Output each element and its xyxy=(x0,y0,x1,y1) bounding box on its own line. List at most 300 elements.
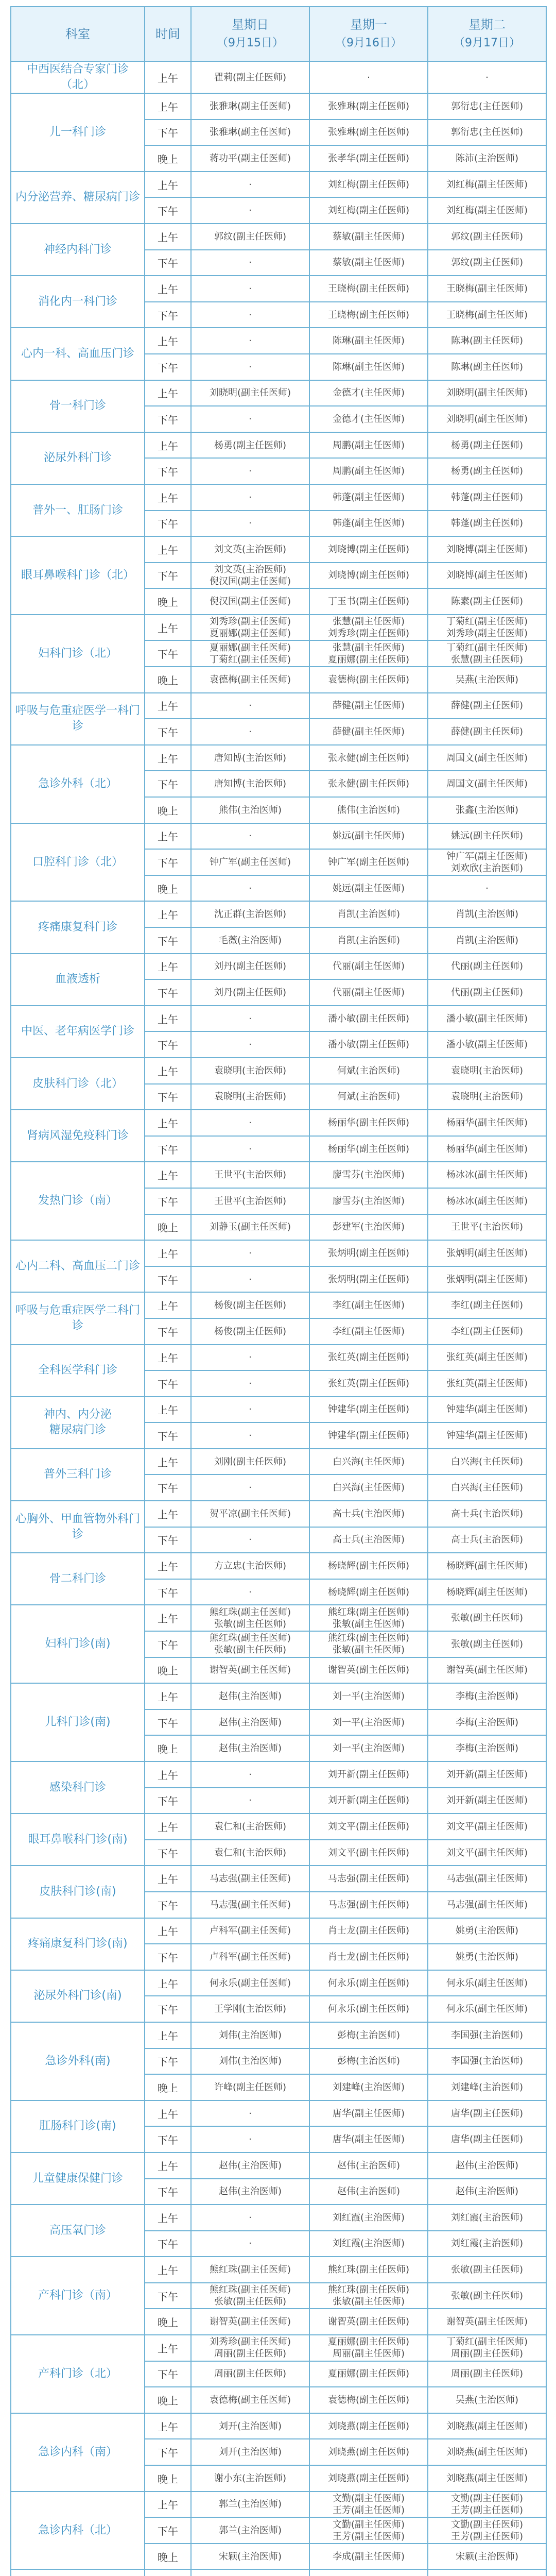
department-cell: 急诊外科（北） xyxy=(11,745,145,823)
doctor-cell: 卢科军(副主任医师) xyxy=(191,1944,309,1970)
doctor-cell: 张红英(副主任医师) xyxy=(309,1370,428,1397)
time-slot-cell xyxy=(145,2569,191,2576)
doctor-cell: 廖雪芬(主治医师) xyxy=(309,1162,428,1188)
department-cell: 呼吸与危重症医学一科门诊 xyxy=(11,693,145,745)
doctor-cell: 张敏(副主任医师) xyxy=(428,1631,546,1657)
doctor-cell: 唐华(副主任医师) xyxy=(309,2100,428,2127)
doctor-cell: 文勤(副主任医师) 王芳(副主任医师) xyxy=(309,2492,428,2518)
doctor-cell: 赵伟(主治医师) xyxy=(309,2179,428,2205)
doctor-cell: 蒋功平(副主任医师) xyxy=(191,145,309,172)
doctor-cell: · xyxy=(191,1397,309,1423)
doctor-cell: 吴燕(主治医师) xyxy=(428,2387,546,2413)
time-slot-cell: 上午 xyxy=(145,745,191,771)
time-slot-cell: 上午 xyxy=(145,954,191,980)
time-slot-cell: 上午 xyxy=(145,536,191,563)
doctor-cell: 刘伟(主治医师) xyxy=(191,2048,309,2075)
doctor-cell: 肖凯(主治医师) xyxy=(309,927,428,954)
doctor-cell: 宋颖(主治医师) xyxy=(191,2544,309,2570)
doctor-cell: 丁玉书(副主任医师) xyxy=(309,588,428,615)
doctor-cell: · xyxy=(191,276,309,302)
time-slot-cell: 上午 xyxy=(145,224,191,250)
doctor-cell: 沈正群(主治医师) xyxy=(191,901,309,927)
doctor-cell: 张永健(副主任医师) xyxy=(309,745,428,771)
department-cell: 儿童健康保健门诊 xyxy=(11,2153,145,2205)
doctor-cell: 熊红珠(副主任医师) 张敏(副主任医师) xyxy=(191,1631,309,1657)
doctor-cell: · xyxy=(191,1345,309,1371)
doctor-cell: 李梅(主治医师) xyxy=(428,1709,546,1736)
doctor-cell: 王晓梅(副主任医师) xyxy=(309,276,428,302)
doctor-cell: 金德才(主任医师) xyxy=(309,380,428,406)
doctor-cell: 刘伟(主治医师) xyxy=(191,2022,309,2048)
time-slot-cell: 晚上 xyxy=(145,2074,191,2100)
doctor-cell: 刘开新(副主任医师) xyxy=(428,1761,546,1788)
department-cell: 普外三科门诊 xyxy=(11,1449,145,1501)
doctor-cell: 刘秀珍(副主任医师) 夏丽娜(副主任医师) xyxy=(191,615,309,641)
doctor-cell: 刘晓燕(副主任医师) xyxy=(309,2439,428,2465)
doctor-cell: 韩蓬(副主任医师) xyxy=(428,511,546,537)
doctor-cell: 刘一平(主治医师) xyxy=(309,1735,428,1761)
doctor-cell: 王世平(主治医师) xyxy=(191,1162,309,1188)
time-slot-cell: 上午 xyxy=(145,1866,191,1892)
doctor-cell: 文勤(副主任医师) 王芳(副主任医师) xyxy=(309,2517,428,2544)
doctor-cell: 丁菊红(副主任医师) 张慧(副主任医师) xyxy=(428,640,546,667)
doctor-cell: 薛健(副主任医师) xyxy=(309,719,428,745)
doctor-cell: 李红(副主任医师) xyxy=(309,1292,428,1318)
doctor-cell: 刘晓燕(副主任医师) xyxy=(309,2413,428,2439)
doctor-cell: 刘文平(副主任医师) xyxy=(428,1814,546,1840)
doctor-cell: 李红(副主任医师) xyxy=(428,1318,546,1345)
time-slot-cell: 上午 xyxy=(145,93,191,120)
doctor-cell: 陈琳(副主任医师) xyxy=(309,354,428,380)
doctor-cell: 袁仁和(主治医师) xyxy=(191,1814,309,1840)
doctor-cell: · xyxy=(191,1475,309,1501)
doctor-cell: 夏丽娜(副主任医师) xyxy=(309,2361,428,2387)
table-row xyxy=(11,2335,546,2361)
department-cell: 中西医结合专家门诊 （北） xyxy=(11,61,145,93)
time-slot-cell: 上午 xyxy=(145,328,191,354)
doctor-cell: 贺平凉(副主任医师) xyxy=(191,1501,309,1527)
doctor-cell: 白兴海(主任医师) xyxy=(309,1449,428,1475)
doctor-cell: 谢小东(主治医师) xyxy=(191,2465,309,2492)
table-row xyxy=(11,536,546,563)
doctor-cell: 熊伟(主治医师) xyxy=(309,797,428,823)
table-row xyxy=(11,1110,546,1136)
doctor-cell: 杨晓辉(副主任医师) xyxy=(428,1579,546,1605)
doctor-cell: · xyxy=(191,2231,309,2257)
time-slot-cell: 下午 xyxy=(145,1527,191,1553)
doctor-cell: 杨丽华(副主任医师) xyxy=(309,1110,428,1136)
doctor-cell: 李国强(主治医师) xyxy=(428,2048,546,2075)
time-slot-cell: 上午 xyxy=(145,2492,191,2518)
time-slot-cell: 下午 xyxy=(145,849,191,875)
doctor-cell: 姚勇(主治医师) xyxy=(428,1944,546,1970)
time-slot-cell: 上午 xyxy=(145,276,191,302)
doctor-cell: 张敏(副主任医师) xyxy=(428,1605,546,1631)
doctor-cell: 周国文(副主任医师) xyxy=(428,771,546,797)
doctor-cell: 张红英(副主任医师) xyxy=(428,1345,546,1371)
time-slot-cell: 下午 xyxy=(145,927,191,954)
table-row xyxy=(11,1240,546,1266)
doctor-cell: 周鹏(副主任医师) xyxy=(309,432,428,459)
department-cell: 消化内一科门诊 xyxy=(11,276,145,328)
doctor-cell: 马志强(副主任医师) xyxy=(428,1892,546,1918)
doctor-cell: 潘小敏(副主任医师) xyxy=(428,1006,546,1032)
doctor-cell: 刘丹(副主任医师) xyxy=(191,979,309,1006)
doctor-cell: 袁晓明(主治医师) xyxy=(428,1084,546,1110)
doctor-cell: 马志强(副主任医师) xyxy=(428,1866,546,1892)
table-row xyxy=(11,1814,546,1840)
header-time: 时间 xyxy=(145,7,191,61)
doctor-cell: · xyxy=(191,250,309,276)
doctor-cell: · xyxy=(191,484,309,511)
time-slot-cell: 下午 xyxy=(145,511,191,537)
table-row xyxy=(11,172,546,198)
header-day-monday xyxy=(309,7,428,61)
time-slot-cell: 上午 xyxy=(145,1918,191,1944)
doctor-cell: 赵伟(主治医师) xyxy=(428,2179,546,2205)
doctor-cell: 文勤(副主任医师) 王芳(副主任医师) xyxy=(428,2492,546,2518)
table-row xyxy=(11,823,546,850)
doctor-cell: 刘建峰(主治医师) xyxy=(428,2074,546,2100)
table-row xyxy=(11,2569,546,2576)
time-slot-cell: 下午 xyxy=(145,458,191,484)
time-slot-cell: 下午 xyxy=(145,1084,191,1110)
doctor-cell: 赵伟(主治医师) xyxy=(309,2153,428,2179)
time-slot-cell: 下午 xyxy=(145,1996,191,2022)
doctor-cell: 刘晓燕(副主任医师) xyxy=(428,2413,546,2439)
doctor-cell: 刘开(主治医师) xyxy=(191,2439,309,2465)
doctor-cell: 刘开新(副主任医师) xyxy=(428,1788,546,1814)
doctor-cell: 杨丽华(副主任医师) xyxy=(428,1110,546,1136)
doctor-cell: · xyxy=(191,1240,309,1266)
doctor-cell: 杨丽华(副主任医师) xyxy=(309,1136,428,1162)
doctor-cell: 刘文英(主治医师) xyxy=(191,536,309,563)
time-slot-cell: 下午 xyxy=(145,1266,191,1293)
doctor-cell: 刘建峰(主治医师) xyxy=(309,2074,428,2100)
department-cell: 疼痛康复科门诊 xyxy=(11,901,145,953)
table-row xyxy=(11,2257,546,2283)
doctor-cell: 袁晓明(主治医师) xyxy=(191,1058,309,1084)
doctor-cell: · xyxy=(191,302,309,328)
doctor-cell: · xyxy=(191,1422,309,1449)
department-cell: 泌尿外科门诊(南) xyxy=(11,1970,145,2022)
doctor-cell: · xyxy=(191,1579,309,1605)
department-cell: 神内、内分泌 糖尿病门诊 xyxy=(11,1397,145,1449)
doctor-cell: 刘晓燕(副主任医师) xyxy=(309,2465,428,2492)
doctor-cell: 张雅琳(副主任医师) xyxy=(191,120,309,146)
doctor-cell: 刘文平(副主任医师) xyxy=(428,1840,546,1866)
table-row xyxy=(11,1501,546,1527)
doctor-cell: 刘丹(副主任医师) xyxy=(191,954,309,980)
time-slot-cell: 上午 xyxy=(145,1761,191,1788)
doctor-cell: 郭兰(主治医师) xyxy=(191,2517,309,2544)
doctor-cell: 瞿莉(副主任医师) xyxy=(191,61,309,93)
doctor-cell: 钟建华(副主任医师) xyxy=(428,1397,546,1423)
department-cell: 心内一科、高血压门诊 xyxy=(11,328,145,380)
doctor-cell: 金德才(主任医师) xyxy=(309,406,428,432)
doctor-cell: 高士兵(主治医师) xyxy=(309,1527,428,1553)
doctor-cell: 熊红珠(副主任医师) 张敏(副主任医师) xyxy=(309,2283,428,2309)
time-slot-cell: 下午 xyxy=(145,2283,191,2309)
doctor-cell: 韩蓬(副主任医师) xyxy=(309,484,428,511)
department-cell: 口腔科门诊（北） xyxy=(11,823,145,902)
table-row xyxy=(11,1918,546,1944)
doctor-cell: · xyxy=(191,823,309,850)
doctor-cell: 张敏(副主任医师) xyxy=(428,2257,546,2283)
doctor-cell: 张雅琳(副主任医师) xyxy=(191,93,309,120)
doctor-cell: 熊伟(主治医师) xyxy=(191,797,309,823)
department-cell: 产科门诊（北） xyxy=(11,2335,145,2413)
time-slot-cell: 下午 xyxy=(145,1370,191,1397)
header-row xyxy=(11,7,546,61)
doctor-cell: 彭建军(主治医师) xyxy=(309,1214,428,1241)
department-cell: 皮肤科门诊（北） xyxy=(11,1058,145,1110)
department-cell: 妇科门诊（北） xyxy=(11,615,145,693)
doctor-cell: 刘晓明(副主任医师) xyxy=(428,380,546,406)
doctor-cell: · xyxy=(191,1266,309,1293)
doctor-cell: 张炳明(副主任医师) xyxy=(428,1240,546,1266)
doctor-cell: 刘红霞(主治医师) xyxy=(428,2205,546,2231)
day-date: （9月16日） xyxy=(335,37,402,49)
time-slot-cell: 下午 xyxy=(145,120,191,146)
time-slot-cell: 下午 xyxy=(145,1788,191,1814)
doctor-cell: 熊红珠(副主任医师) xyxy=(309,2257,428,2283)
doctor-cell: · xyxy=(191,875,309,902)
table-row xyxy=(11,328,546,354)
time-slot-cell: 上午 xyxy=(145,1683,191,1709)
doctor-cell: · xyxy=(191,328,309,354)
department-cell: 血液透析 xyxy=(11,954,145,1006)
time-slot-cell: 下午 xyxy=(145,197,191,224)
doctor-cell: · xyxy=(191,2205,309,2231)
doctor-cell: 刘红梅(副主任医师) xyxy=(428,197,546,224)
table-row xyxy=(11,276,546,302)
doctor-cell: 夏丽娜(副主任医师) 周丽(副主任医师) xyxy=(309,2335,428,2361)
time-slot-cell: 上午 xyxy=(145,432,191,459)
table-row xyxy=(11,1006,546,1032)
doctor-cell: · xyxy=(428,875,546,902)
day-label: 星期二 xyxy=(468,18,506,32)
doctor-cell: 肖凯(主治医师) xyxy=(428,927,546,954)
department-cell: 急诊外科(南) xyxy=(11,2022,145,2100)
time-slot-cell: 下午 xyxy=(145,1709,191,1736)
doctor-cell: 唐华(副主任医师) xyxy=(428,2100,546,2127)
doctor-cell: 刘文平(副主任医师) xyxy=(309,1840,428,1866)
doctor-cell: 张慧(副主任医师) 刘秀珍(副主任医师) xyxy=(309,615,428,641)
doctor-cell: 马志强(副主任医师) xyxy=(309,1866,428,1892)
department-cell: 皮肤科门诊(南) xyxy=(11,1866,145,1918)
doctor-cell: 薛健(副主任医师) xyxy=(428,719,546,745)
department-cell: 疼痛康复科门诊(南) xyxy=(11,1918,145,1970)
department-cell: 中医、老年病医学门诊 xyxy=(11,1006,145,1058)
doctor-cell: 蔡敏(副主任医师) xyxy=(309,250,428,276)
department-cell: 儿一科门诊 xyxy=(11,93,145,172)
doctor-cell: 高士兵(主治医师) xyxy=(428,1527,546,1553)
department-cell: 眼耳鼻喉科门诊(南) xyxy=(11,1814,145,1866)
doctor-cell: 陈素(副主任医师) xyxy=(428,588,546,615)
doctor-cell: 赵伟(主治医师) xyxy=(191,2179,309,2205)
department-cell: 泌尿外科门诊 xyxy=(11,432,145,484)
doctor-cell: 彭梅(主治医师) xyxy=(309,2048,428,2075)
time-slot-cell: 晚上 xyxy=(145,797,191,823)
doctor-cell: 马志强(副主任医师) xyxy=(309,1892,428,1918)
time-slot-cell: 上午 xyxy=(145,2153,191,2179)
doctor-cell: 李红(副主任医师) xyxy=(309,1318,428,1345)
doctor-cell: 刘文英(主治医师) 倪汉国(副主任医师) xyxy=(191,563,309,589)
time-slot-cell: 上午 xyxy=(145,1292,191,1318)
table-row xyxy=(11,2205,546,2231)
time-slot-cell: 下午 xyxy=(145,250,191,276)
table-row xyxy=(11,2413,546,2439)
table-row xyxy=(11,380,546,406)
doctor-cell: 刘晓明(副主任医师) xyxy=(428,406,546,432)
doctor-cell: 郭纹(副主任医师) xyxy=(428,250,546,276)
time-slot-cell: 晚上 xyxy=(145,2387,191,2413)
doctor-cell: · xyxy=(191,693,309,719)
doctor-cell: 刘晓博(副主任医师) xyxy=(309,563,428,589)
doctor-cell: 倪汉国(副主任医师) xyxy=(191,588,309,615)
time-slot-cell: 晚上 xyxy=(145,1657,191,1684)
doctor-cell: 毛薇(主治医师) xyxy=(191,927,309,954)
doctor-cell: 代丽(副主任医师) xyxy=(309,954,428,980)
time-slot-cell: 上午 xyxy=(145,1449,191,1475)
time-slot-cell: 上午 xyxy=(145,2257,191,2283)
doctor-cell: 李成(副主任医师) xyxy=(309,2544,428,2570)
doctor-cell: 谢智英(副主任医师) xyxy=(428,2309,546,2335)
doctor-cell: 薛健(副主任医师) xyxy=(428,693,546,719)
doctor-cell: 方立忠(主治医师) xyxy=(191,1553,309,1579)
table-row xyxy=(11,1449,546,1475)
time-slot-cell: 下午 xyxy=(145,1188,191,1214)
doctor-cell: 彭梅(主治医师) xyxy=(309,2022,428,2048)
department-cell: 眼耳鼻喉科门诊（北） xyxy=(11,536,145,615)
doctor-cell xyxy=(428,2569,546,2576)
doctor-cell: 张炳明(副主任医师) xyxy=(309,1266,428,1293)
table-row xyxy=(11,2153,546,2179)
table-row xyxy=(11,954,546,980)
time-slot-cell: 晚上 xyxy=(145,145,191,172)
time-slot-cell: 下午 xyxy=(145,1892,191,1918)
time-slot-cell: 上午 xyxy=(145,1970,191,1996)
doctor-cell: 李国强(主治医师) xyxy=(428,2022,546,2048)
time-slot-cell: 上午 xyxy=(145,1240,191,1266)
doctor-cell: 袁晓明(主治医师) xyxy=(191,1084,309,1110)
doctor-cell: 杨晓辉(副主任医师) xyxy=(428,1553,546,1579)
time-slot-cell: 下午 xyxy=(145,1031,191,1058)
department-cell: 骨二科门诊 xyxy=(11,1553,145,1605)
time-slot-cell: 上午 xyxy=(145,1814,191,1840)
doctor-cell: 赵伟(主治医师) xyxy=(191,1683,309,1709)
doctor-cell: 王晓梅(副主任医师) xyxy=(428,302,546,328)
doctor-cell: 杨勇(副主任医师) xyxy=(428,432,546,459)
doctor-cell: · xyxy=(191,1110,309,1136)
doctor-cell: 周国文(副主任医师) xyxy=(428,745,546,771)
doctor-cell: 肖凯(主治医师) xyxy=(309,901,428,927)
day-date: （9月15日） xyxy=(217,37,284,49)
doctor-cell: 刘刚(副主任医师) xyxy=(191,1449,309,1475)
doctor-cell: 张炳明(副主任医师) xyxy=(428,1266,546,1293)
doctor-cell: 刘文平(副主任医师) xyxy=(309,1814,428,1840)
doctor-cell: 马志强(副主任医师) xyxy=(191,1892,309,1918)
doctor-cell: 熊红珠(副主任医师) 张敏(副主任医师) xyxy=(309,1605,428,1631)
time-slot-cell: 下午 xyxy=(145,563,191,589)
doctor-cell: 潘小敏(副主任医师) xyxy=(309,1031,428,1058)
doctor-cell: 王学刚(主治医师) xyxy=(191,1996,309,2022)
department-cell: 心内二科、高血压二门诊 xyxy=(11,1240,145,1292)
doctor-cell: 高士兵(主治医师) xyxy=(428,1501,546,1527)
time-slot-cell: 晚上 xyxy=(145,2309,191,2335)
department-cell: 产科门诊（南） xyxy=(11,2257,145,2335)
doctor-cell: 张孝华(副主任医师) xyxy=(309,145,428,172)
time-slot-cell: 上午 xyxy=(145,1605,191,1631)
doctor-cell: 杨俊(副主任医师) xyxy=(191,1318,309,1345)
doctor-cell: 周丽(副主任医师) xyxy=(428,2361,546,2387)
doctor-cell: 刘红梅(副主任医师) xyxy=(309,197,428,224)
doctor-cell: 张红英(副主任医师) xyxy=(428,1370,546,1397)
table-row xyxy=(11,1761,546,1788)
time-slot-cell: 下午 xyxy=(145,2179,191,2205)
table-row xyxy=(11,1058,546,1084)
doctor-cell: 王世平(主治医师) xyxy=(428,1214,546,1241)
doctor-cell: 周鹏(副主任医师) xyxy=(309,458,428,484)
doctor-cell: 李梅(主治医师) xyxy=(428,1735,546,1761)
time-slot-cell: 晚上 xyxy=(145,667,191,693)
doctor-cell: 刘晓明(副主任医师) xyxy=(191,380,309,406)
doctor-cell: 何永乐(副主任医师) xyxy=(309,1996,428,2022)
time-slot-cell: 上午 xyxy=(145,693,191,719)
time-slot-cell: 上午 xyxy=(145,901,191,927)
doctor-cell: 何永乐(副主任医师) xyxy=(309,1970,428,1996)
doctor-cell: · xyxy=(191,458,309,484)
doctor-cell: 何永乐(副主任医师) xyxy=(428,1970,546,1996)
doctor-cell: 杨勇(副主任医师) xyxy=(191,432,309,459)
doctor-cell: 刘秀珍(副主任医师) 周丽(副主任医师) xyxy=(191,2335,309,2361)
doctor-cell: 陈琳(副主任医师) xyxy=(428,354,546,380)
table-row xyxy=(11,1397,546,1423)
department-cell: 呼吸与危重症医学二科门诊 xyxy=(11,1292,145,1344)
time-slot-cell: 下午 xyxy=(145,302,191,328)
department-cell: 骨一科门诊 xyxy=(11,380,145,432)
doctor-cell: 肖士龙(副主任医师) xyxy=(309,1918,428,1944)
doctor-cell: 姚远(副主任医师) xyxy=(309,823,428,850)
doctor-cell: · xyxy=(428,61,546,93)
doctor-cell: 袁德梅(副主任医师) xyxy=(309,2387,428,2413)
doctor-cell: 蔡敏(副主任医师) xyxy=(309,224,428,250)
doctor-cell: 张红英(副主任医师) xyxy=(309,1345,428,1371)
doctor-cell: 廖雪芬(主治医师) xyxy=(309,1188,428,1214)
doctor-cell: 张炳明(副主任医师) xyxy=(309,1240,428,1266)
time-slot-cell: 下午 xyxy=(145,1475,191,1501)
doctor-cell: 唐知博(主治医师) xyxy=(191,745,309,771)
doctor-cell: 袁仁和(主治医师) xyxy=(191,1840,309,1866)
doctor-cell: 张永健(副主任医师) xyxy=(309,771,428,797)
doctor-cell: 张雅琳(副主任医师) xyxy=(309,120,428,146)
table-row xyxy=(11,1683,546,1709)
doctor-cell: 肖凯(主治医师) xyxy=(428,901,546,927)
doctor-cell: 郭衍忠(主任医师) xyxy=(428,93,546,120)
time-slot-cell: 上午 xyxy=(145,1501,191,1527)
time-slot-cell: 下午 xyxy=(145,1840,191,1866)
time-slot-cell: 上午 xyxy=(145,823,191,850)
doctor-cell: 马志强(副主任医师) xyxy=(191,1866,309,1892)
time-slot-cell: 下午 xyxy=(145,2048,191,2075)
department-cell: 心胸外、甲血管物外科门诊 xyxy=(11,1501,145,1553)
time-slot-cell: 上午 xyxy=(145,2413,191,2439)
doctor-cell: 唐知博(主治医师) xyxy=(191,771,309,797)
doctor-cell: 刘一平(主治医师) xyxy=(309,1709,428,1736)
doctor-cell: · xyxy=(191,1788,309,1814)
time-slot-cell: 上午 xyxy=(145,615,191,641)
